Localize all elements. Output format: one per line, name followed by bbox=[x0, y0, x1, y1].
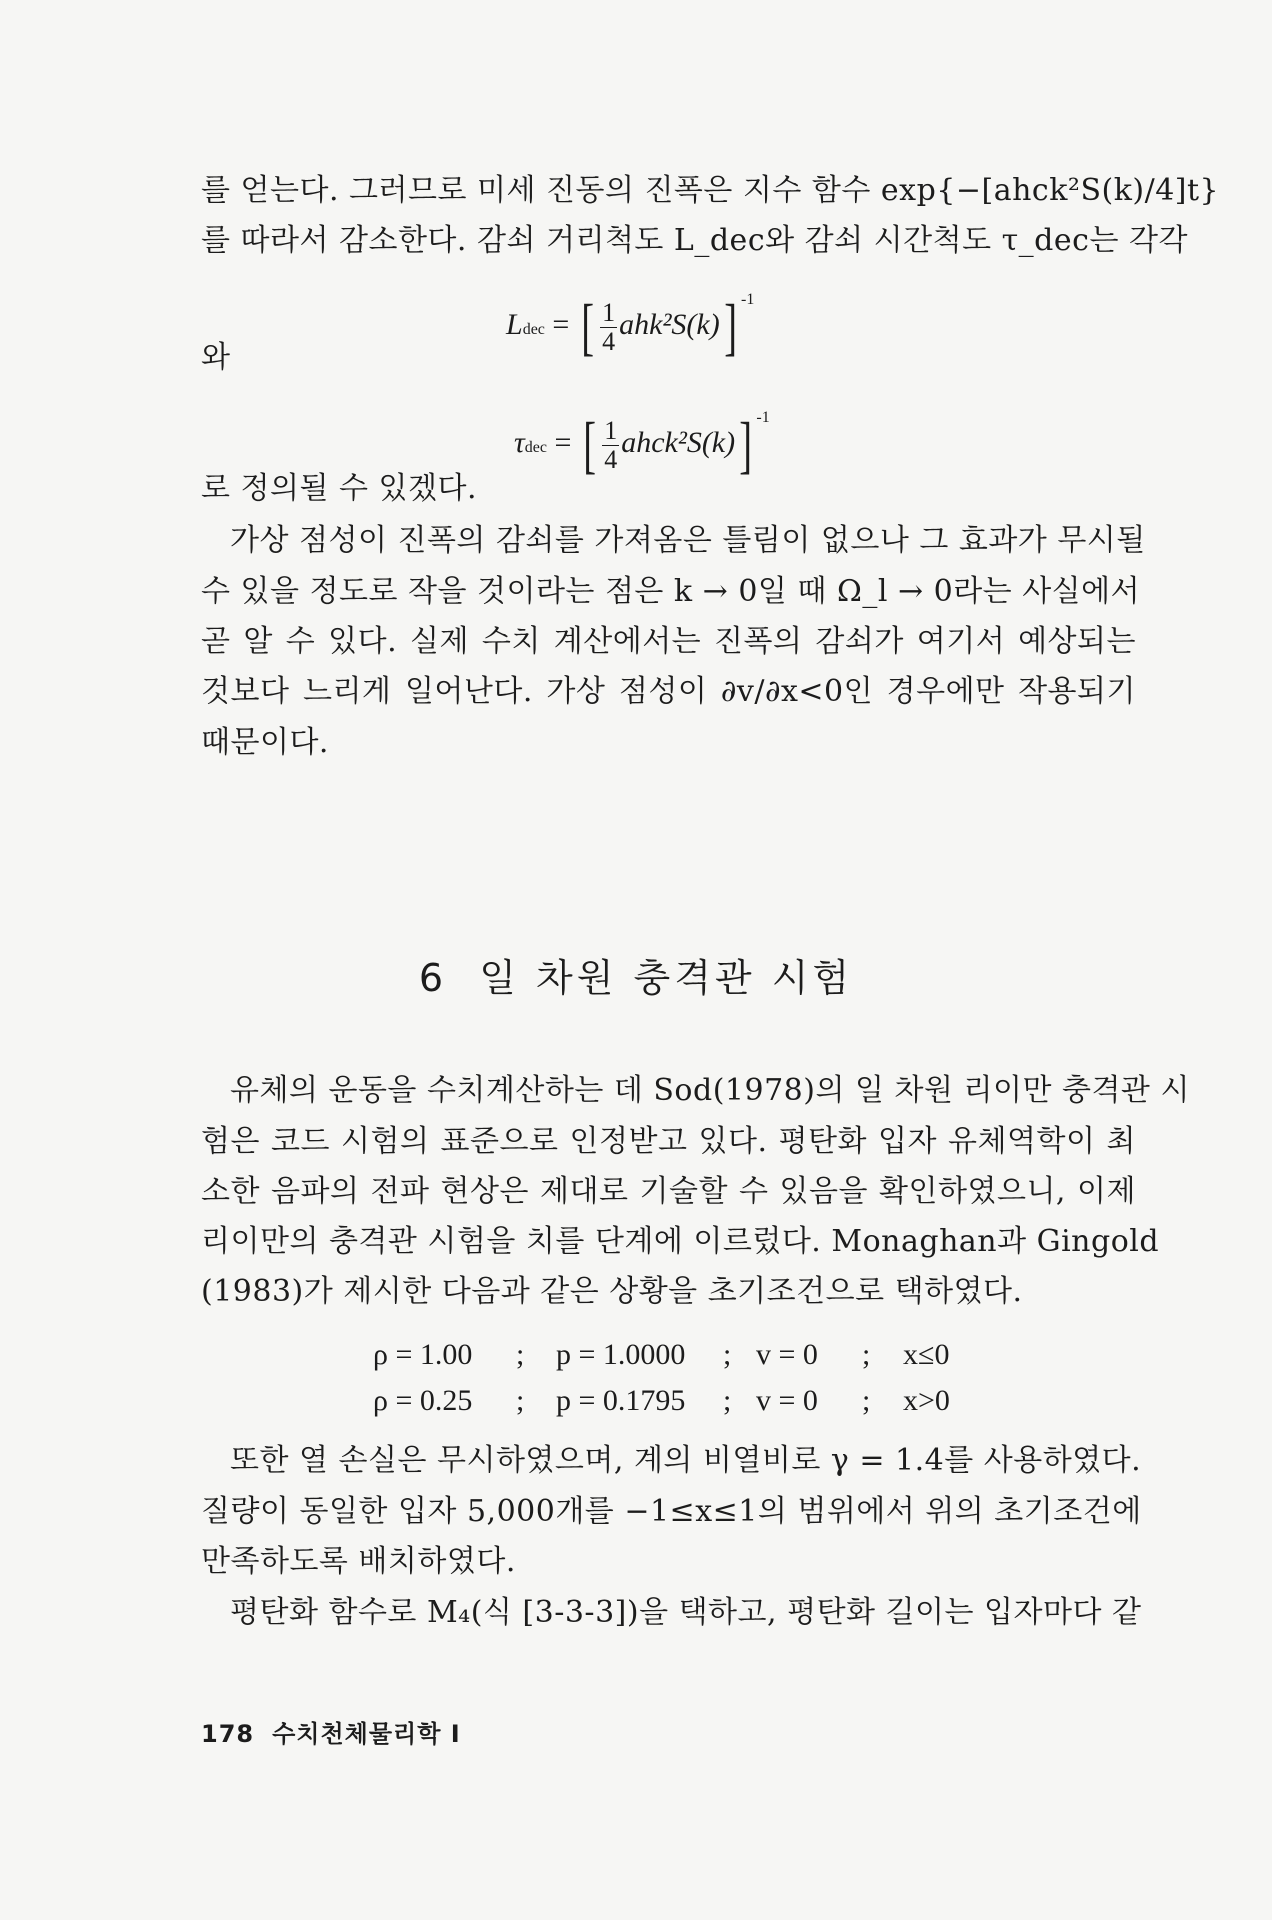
text-line-7: 곧 알 수 있다. 실제 수치 계산에서는 진폭의 감쇠가 여기서 예상되는 bbox=[201, 624, 1136, 659]
cond-sep: ; bbox=[723, 1384, 732, 1417]
cond-x: x>0 bbox=[903, 1384, 950, 1417]
eq-l-dec-lhs: L bbox=[506, 308, 523, 341]
text-line-17: 만족하도록 배치하였다. bbox=[201, 1544, 516, 1579]
eq-tau-dec-lhs-sub: dec bbox=[524, 439, 547, 456]
cond-v: v = 0 bbox=[756, 1338, 818, 1371]
eq-tau-dec-left-bracket: [ bbox=[583, 409, 596, 481]
eq-tau-dec-exponent: -1 bbox=[756, 409, 770, 426]
eq-l-dec-left-bracket: [ bbox=[581, 291, 594, 363]
eq-l-dec-equals: = bbox=[552, 308, 570, 341]
cond-sep: ; bbox=[516, 1338, 525, 1371]
cond-x: x≤0 bbox=[903, 1338, 950, 1371]
cond-sep: ; bbox=[862, 1338, 871, 1371]
eq-l-dec-exponent: -1 bbox=[741, 291, 755, 308]
cond-sep: ; bbox=[723, 1338, 732, 1371]
text-line-8: 것보다 느리게 일어난다. 가상 점성이 ∂v/∂x<0인 경우에만 작용되기 bbox=[201, 674, 1136, 709]
equation-tau-dec bbox=[514, 398, 770, 481]
text-line-and: 와 bbox=[201, 340, 231, 375]
text-line-16: 질량이 동일한 입자 5,000개를 −1≤x≤1의 범위에서 위의 초기조건에 bbox=[201, 1494, 1142, 1529]
eq-l-dec-num: 1 bbox=[602, 297, 616, 327]
cond-sep: ; bbox=[862, 1384, 871, 1417]
section-heading bbox=[0, 953, 1272, 1003]
text-line-11: 험은 코드 시험의 표준으로 인정받고 있다. 평탄화 입자 유체역학이 최 bbox=[201, 1124, 1136, 1159]
eq-tau-dec-num: 1 bbox=[604, 415, 618, 445]
text-line-2: 를 따라서 감소한다. 감쇠 거리척도 L_dec와 감쇠 시간척도 τ_dec는 각각 bbox=[201, 223, 1188, 258]
eq-l-dec-right-bracket: ] bbox=[723, 291, 737, 363]
text-line-15: 또한 열 손실은 무시하였으며, 계의 비열비로 γ = 1.4를 사용하였다. bbox=[230, 1443, 1142, 1478]
text-line-defined: 로 정의될 수 있겠다. bbox=[201, 471, 477, 506]
page-footer bbox=[201, 1719, 461, 1749]
cond-v: v = 0 bbox=[756, 1384, 818, 1417]
text-line-10: 유체의 운동을 수치계산하는 데 Sod(1978)의 일 차원 리이만 충격관 시 bbox=[230, 1073, 1190, 1108]
text-line-6: 수 있을 정도로 작을 것이라는 점은 k → 0일 때 Ω_l → 0라는 사실에서 bbox=[201, 574, 1141, 609]
book-title: 수치천체물리학 I bbox=[272, 1720, 461, 1748]
text-line-13: 리이만의 충격관 시험을 치를 단계에 이르렀다. Monaghan과 Gingold bbox=[201, 1224, 1160, 1259]
eq-tau-dec-body: ahck²S(k) bbox=[621, 426, 736, 459]
cond-rho: ρ = 1.00 bbox=[373, 1338, 473, 1371]
text-line-12: 소한 음파의 전파 현상은 제대로 기술할 수 있음을 확인하였으니, 이제 bbox=[201, 1174, 1136, 1209]
cond-p: p = 0.1795 bbox=[556, 1384, 686, 1417]
eq-tau-dec-equals: = bbox=[554, 426, 572, 459]
text-line-5: 가상 점성이 진폭의 감쇠를 가져옴은 틀림이 없으나 그 효과가 무시될 bbox=[230, 523, 1146, 558]
cond-sep: ; bbox=[516, 1384, 525, 1417]
cond-rho: ρ = 0.25 bbox=[373, 1384, 473, 1417]
text-line-9: 때문이다. bbox=[201, 725, 329, 760]
section-number: 6 bbox=[418, 956, 448, 1000]
eq-l-dec-lhs-sub: dec bbox=[522, 321, 545, 338]
page-number: 178 bbox=[201, 1720, 255, 1748]
text-line-1: 를 얻는다. 그러므로 미세 진동의 진폭은 지수 함수 exp{−[ahck²S(k)/4]t} bbox=[201, 173, 1220, 208]
text-line-14: (1983)가 제시한 다음과 같은 상황을 초기조건으로 택하였다. bbox=[201, 1274, 1023, 1309]
eq-l-dec-body: ahk²S(k) bbox=[619, 308, 720, 341]
eq-tau-dec-den: 4 bbox=[604, 444, 618, 474]
eq-tau-dec-lhs: τ bbox=[514, 426, 525, 459]
text-line-18: 평탄화 함수로 M₄(식 [3-3-3])을 택하고, 평탄화 길이는 입자마다 같 bbox=[230, 1595, 1142, 1630]
eq-tau-dec-right-bracket: ] bbox=[739, 409, 753, 481]
eq-tau-dec-fraction bbox=[602, 417, 619, 474]
section-title: 일 차원 충격관 시험 bbox=[479, 956, 854, 1000]
cond-p: p = 1.0000 bbox=[556, 1338, 686, 1371]
eq-l-dec-den: 4 bbox=[602, 326, 616, 356]
